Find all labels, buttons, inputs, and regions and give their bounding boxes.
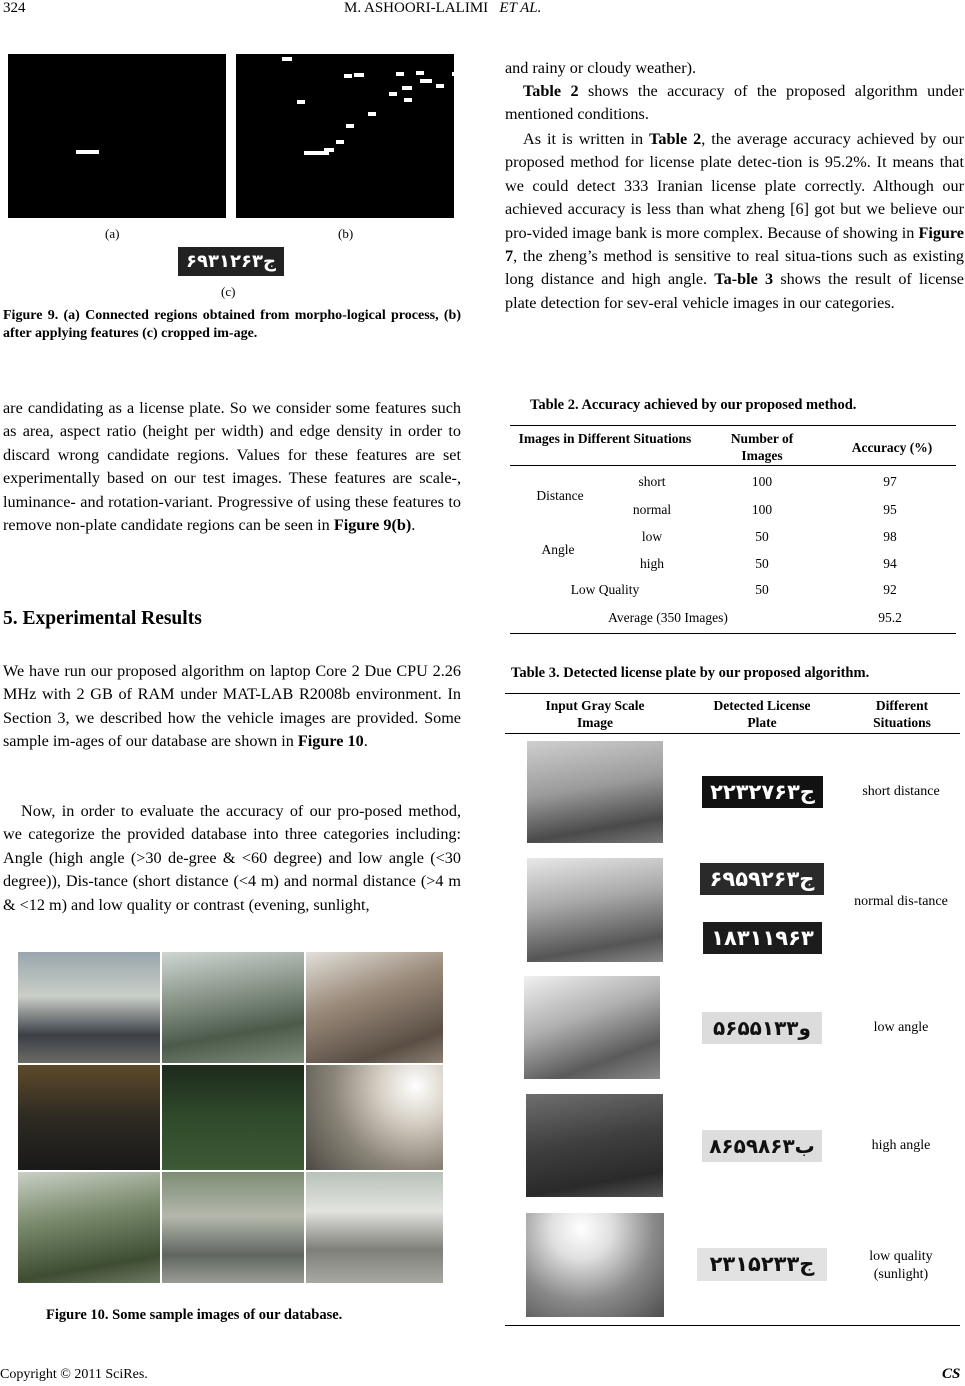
table2-group-distance: Distance xyxy=(536,488,584,503)
left-paragraph-1-text: are candidating as a license plate. So we consider some features such as area, aspect ratio (height per width) and edge density in order to discard wrong candidate regions. Values for these features are set experimentally based on our test images. These features are scale-, luminance- and rotation-variant. Progressive of using these features to remove non-plate candidate regions can be seen in xyxy=(3,399,461,535)
right-paragraph-2-text-c: , the zheng’s method is sensitive to real situa-tions such as existing long distance and high angle. xyxy=(505,247,964,289)
table3-input-image-1 xyxy=(527,741,663,843)
table2-low-quality-n: 50 xyxy=(755,582,769,597)
table3-situation-4: high angle xyxy=(871,1138,931,1153)
right-paragraph-1 xyxy=(505,80,964,127)
table3-situation-1: short distance xyxy=(862,784,940,799)
table2-header-number: Number of Images xyxy=(730,431,794,463)
table3-input-image-4 xyxy=(526,1094,663,1197)
figure9c-cropped-plate: ۶۹ج۳۱۲۶۳ xyxy=(178,247,284,276)
table3-input-image-3 xyxy=(524,976,660,1079)
footer-journal: CS xyxy=(942,1366,961,1382)
figure9b-reference: Figure 9(b) xyxy=(333,516,412,535)
table3-detected-plate-2a: ۶۹ج۵۹۲۶۳ xyxy=(700,863,824,895)
right-paragraph-2-text-b: , the average accuracy achieved by our proposed method for license plate detec-tion is 95.2%. It means that we could detect 333 Iranian license plate correctly. Although our achieved accuracy is less than what zheng [6] got but we believe our pro-vided image bank is more complex. Because of showing in xyxy=(505,130,964,242)
figure10-caption: Figure 10. Some sample images of our database. xyxy=(46,1307,343,1323)
right-paragraph-2 xyxy=(505,128,964,315)
table3-header-situations: Different Situations xyxy=(873,698,931,730)
table3-detected-plate-4: ۸۶ب۵۹۸۶۳ xyxy=(702,1130,822,1162)
sample-image-4 xyxy=(18,1065,160,1170)
table2-header-accuracy: Accuracy (%) xyxy=(851,440,933,455)
table2-header-situations: Images in Different Situations xyxy=(518,431,692,446)
table2-sub-short: short xyxy=(638,474,666,489)
figure9a-label: (a) xyxy=(105,226,120,241)
table2-top-rule xyxy=(510,425,956,426)
running-title-authors: M. ASHOORI-LALIMI xyxy=(344,0,489,16)
table3-detected-plate-3: ۵۶و۵۵۱۳۳ xyxy=(702,1012,822,1044)
running-title xyxy=(344,0,541,17)
table3-detected-plate-2b: ۱۸۳۱۱۹۶۳ xyxy=(703,922,822,954)
figure9b-label: (b) xyxy=(338,226,354,241)
table2-average-label: Average (350 Images) xyxy=(608,610,728,625)
table3-situation-5: low quality (sunlight) xyxy=(869,1249,933,1282)
figure7-reference: Figure 7 xyxy=(505,223,964,266)
sample-image-5 xyxy=(162,1065,304,1170)
left-paragraph-1-end: . xyxy=(411,516,416,535)
left-paragraph-2-end: . xyxy=(363,732,368,751)
table2-acc-low: 98 xyxy=(883,529,897,544)
sample-image-9 xyxy=(306,1172,443,1283)
table2-sub-low: low xyxy=(641,529,663,544)
footer-copyright: Copyright © 2011 SciRes. xyxy=(0,1367,148,1382)
left-paragraph-2-text: We have run our proposed algorithm on laptop Core 2 Due CPU 2.26 MHz with 2 GB of RAM under MAT-LAB R2008b environment. In Section 3, we described how the vehicle images are provided. Some sample im-ages of our database are shown in xyxy=(3,662,461,751)
section-title: 5. Experimental Results xyxy=(3,608,202,629)
table2-title: Table 2. Accuracy achieved by our proposed method. xyxy=(530,397,857,413)
figure9a-image xyxy=(8,54,226,218)
table2-n-high: 50 xyxy=(755,556,769,571)
table3-header-detected: Detected License Plate xyxy=(713,698,811,730)
sample-image-2 xyxy=(162,952,304,1063)
table2-header-rule xyxy=(510,465,956,466)
figure9-caption: Figure 9. (a) Connected regions obtained from morpho-logical process, (b) after applying features (c) cropped im-age. xyxy=(3,308,461,341)
table3-situation-2: normal dis-tance xyxy=(854,894,948,909)
figure9b-image xyxy=(236,54,454,218)
table3-situation-3: low angle xyxy=(873,1020,929,1035)
table3-input-image-5 xyxy=(526,1213,664,1317)
left-paragraph-2 xyxy=(3,660,461,754)
figure9c-label: (c) xyxy=(221,284,236,299)
figure10-reference: Figure 10 xyxy=(297,732,364,751)
table3-detected-plate-5: ۲۳ج۱۵۲۳۳ xyxy=(697,1248,827,1281)
table3-title: Table 3. Detected license plate by our proposed algorithm. xyxy=(511,665,870,681)
right-paragraph-2-text-a: As it is written in xyxy=(523,130,650,148)
sample-image-3 xyxy=(306,952,443,1063)
table2-n-short: 100 xyxy=(751,474,773,489)
table2-sub-normal: normal xyxy=(632,502,672,517)
sample-image-8 xyxy=(162,1172,304,1283)
table2-acc-normal: 95 xyxy=(883,502,897,517)
table2-n-low: 50 xyxy=(755,529,769,544)
table2-sub-high: high xyxy=(639,556,664,571)
table3-reference: Ta-ble 3 xyxy=(714,270,774,289)
table2-bottom-rule xyxy=(510,633,956,634)
table2-acc-high: 94 xyxy=(883,556,897,571)
table3-header-rule xyxy=(505,733,960,734)
table2-low-quality-label: Low Quality xyxy=(570,582,640,597)
table2-reference: Table 2 xyxy=(523,82,579,100)
table2-average-acc: 95.2 xyxy=(878,610,902,625)
sample-image-7 xyxy=(18,1172,160,1283)
table2-reference-2: Table 2 xyxy=(649,130,702,148)
table3-header-input: Input Gray Scale Image xyxy=(545,698,645,730)
page-number: 324 xyxy=(3,0,26,16)
table2-n-normal: 100 xyxy=(751,502,773,517)
table3-top-rule xyxy=(505,693,960,694)
right-paragraph-1-text: shows the accuracy of the proposed algorithm under mentioned conditions. xyxy=(505,82,964,124)
sample-image-6 xyxy=(306,1065,443,1170)
running-title-suffix: ET AL. xyxy=(499,0,542,16)
sample-image-1 xyxy=(18,952,160,1063)
table2-low-quality-acc: 92 xyxy=(883,582,897,597)
table2-acc-short: 97 xyxy=(883,474,897,489)
left-paragraph-3: Now, in order to evaluate the accuracy of our pro-posed method, we categorize the provided database into three categories including: Angle (high angle (>30 de-gree & <60 degree) and low angle (<30 degree)), Dis-tance (short distance (<4 m) and normal distance (>4 m & <12 m) and low quality or contrast (evening, sunlight, xyxy=(3,802,461,914)
left-paragraph-1 xyxy=(3,397,461,537)
right-paragraph-2-text-d: shows the result of license plate detection for sev-eral vehicle images in our categories. xyxy=(505,270,964,312)
table3-detected-plate-1: ۲۲ج۳۲۷۶۳ xyxy=(702,776,823,808)
right-paragraph-0: and rainy or cloudy weather). xyxy=(505,59,697,77)
table3-bottom-rule xyxy=(505,1325,960,1326)
table2-group-angle: Angle xyxy=(541,542,575,557)
table3-input-image-2 xyxy=(527,858,663,962)
